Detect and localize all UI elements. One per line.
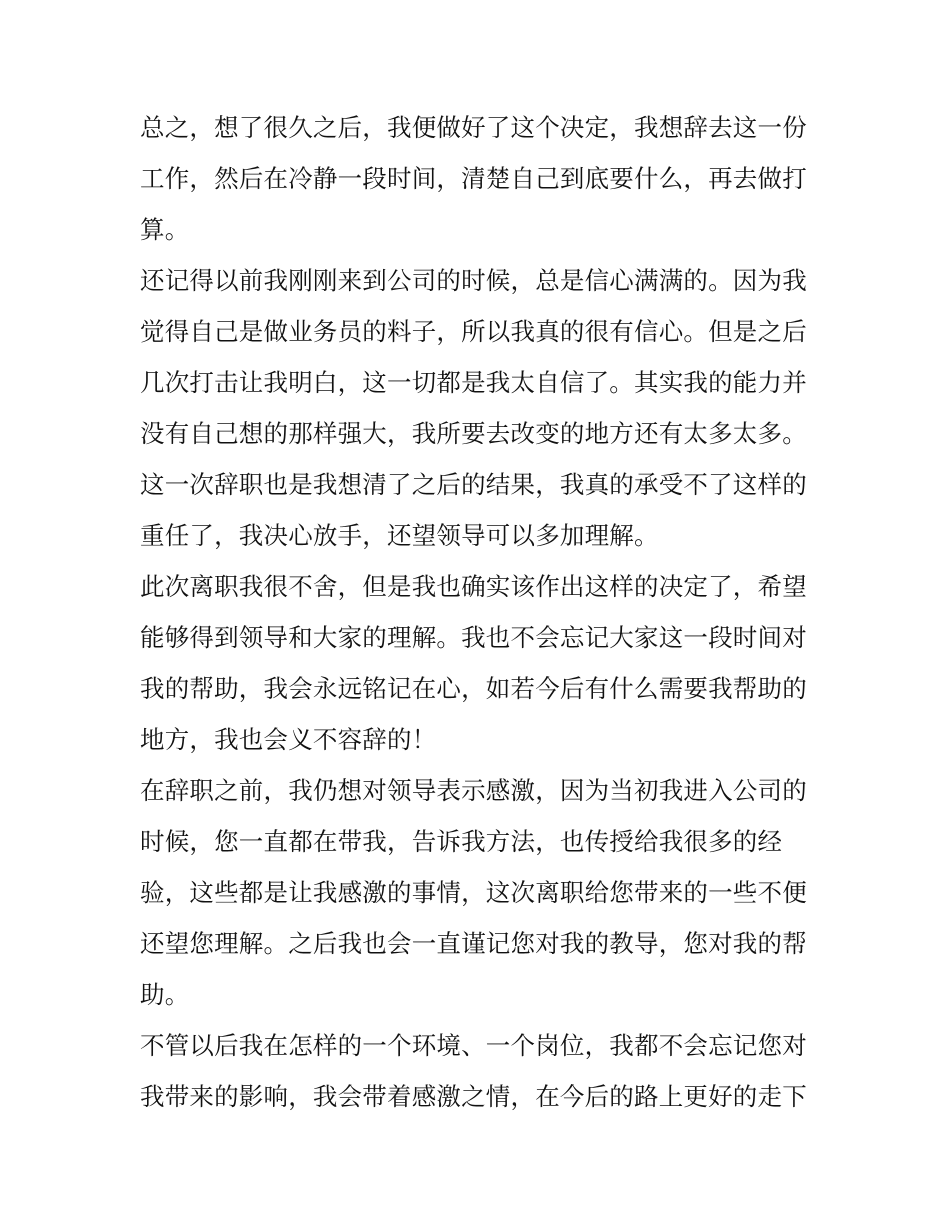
text-line: 此次离职我很不舍，但是我也确实该作出这样的决定了，希望 [140, 572, 807, 601]
paragraph-decision [140, 102, 820, 255]
text-line: 还记得以前我刚刚来到公司的时候，总是信心满满的。因为我 [140, 266, 807, 295]
text-line: 还望您理解。之后我也会一直谨记您对我的教导，您对我的帮 [140, 929, 807, 958]
text-line: 工作，然后在冷静一段时间，清楚自己到底要什么，再去做打 [140, 164, 807, 193]
paragraph-future [140, 1020, 820, 1122]
text-line: 没有自己想的那样强大，我所要去改变的地方还有太多太多。 [140, 419, 807, 448]
text-line: 在辞职之前，我仍想对领导表示感激，因为当初我进入公司的 [140, 776, 807, 805]
text-line: 地方，我也会义不容辞的！ [140, 725, 437, 754]
paragraph-farewell [140, 561, 820, 765]
paragraph-gratitude [140, 765, 820, 1020]
text-line: 助。 [140, 980, 190, 1009]
text-line: 总之，想了很久之后，我便做好了这个决定，我想辞去这一份 [140, 113, 807, 142]
text-line: 验，这些都是让我感激的事情，这次离职给您带来的一些不便 [140, 878, 807, 907]
document-body [140, 102, 820, 1122]
text-line: 几次打击让我明白，这一切都是我太自信了。其实我的能力并 [140, 368, 807, 397]
text-line: 这一次辞职也是我想清了之后的结果，我真的承受不了这样的 [140, 470, 807, 499]
text-line: 不管以后我在怎样的一个环境、一个岗位，我都不会忘记您对 [140, 1031, 807, 1060]
text-line: 我带来的影响，我会带着感激之情，在今后的路上更好的走下 [140, 1082, 807, 1111]
text-line: 能够得到领导和大家的理解。我也不会忘记大家这一段时间对 [140, 623, 807, 652]
text-line: 时候，您一直都在带我，告诉我方法，也传授给我很多的经 [140, 827, 783, 856]
text-line: 觉得自己是做业务员的料子，所以我真的很有信心。但是之后 [140, 317, 807, 346]
text-line: 算。 [140, 215, 190, 244]
text-line: 重任了，我决心放手，还望领导可以多加理解。 [140, 521, 659, 550]
text-line: 我的帮助，我会永远铭记在心，如若今后有什么需要我帮助的 [140, 674, 807, 703]
paragraph-memories [140, 255, 820, 561]
